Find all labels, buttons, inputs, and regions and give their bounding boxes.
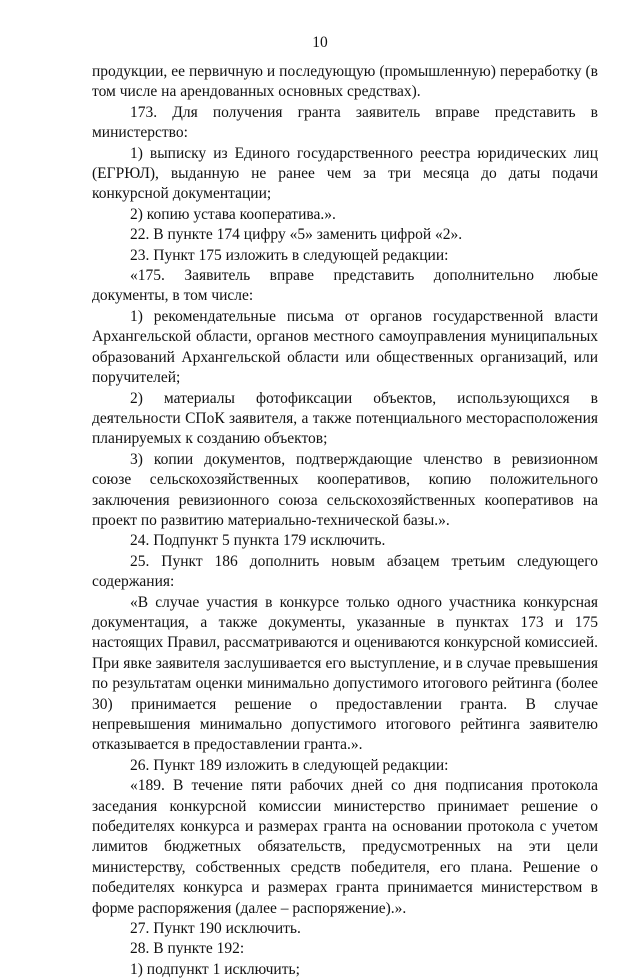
paragraph-8: 1) рекомендательные письма от органов государственной власти Архангельской области, органов местного самоуправления муниципальных образований Архангельской области или общественных организаций, или поручителей; — [92, 307, 598, 387]
paragraph-9: 2) материалы фотофиксации объектов, использующихся в деятельности СПоК заявителя, а также потенциального месторасположения планируемых к созданию объектов; — [92, 389, 598, 448]
paragraph-1: продукции, ее первичную и последующую (промышленную) переработку (в том числе на арендованных основных средствах). — [92, 63, 598, 101]
paragraph-10: 3) копии документов, подтверждающие членство в ревизионном союзе сельскохозяйственных кооперативов, копию положительного заключения ревизионного союза сельскохозяйственных кооперативов на проект по развитию материально-технической базы.». — [92, 450, 598, 529]
paragraph-16: 27. Пункт 190 исключить. — [130, 920, 301, 938]
document-body — [92, 62, 598, 980]
paragraph-3: 1) выписку из Единого государственного реестра юридических лиц (ЕГРЮЛ), выданную не ранее чем за три месяца до даты подачи конкурсной документации; — [92, 144, 598, 203]
paragraph-7: «175. Заявитель вправе представить дополнительно любые документы, в том числе: — [92, 267, 598, 305]
paragraph-15: «189. В течение пяти рабочих дней со дня подписания протокола заседания конкурсной комиссии министерство принимает решение о победителях конкурса и размерах гранта на основании протокола с учетом лимитов бюджетных обязательств, предусмотренных на эти цели министерству, собственных средств победителя, его плана. Решение о победителях конкурса и размерах гранта принимается министерством в форме распоряжения (далее – распоряжение).». — [92, 777, 598, 917]
paragraph-4: 2) копию устава кооператива.». — [130, 205, 336, 223]
paragraph-12: 25. Пункт 186 дополнить новым абзацем третьим следующего содержания: — [92, 552, 598, 591]
page-number: 10 — [312, 34, 328, 51]
paragraph-6: 23. Пункт 175 изложить в следующей редакции: — [130, 246, 449, 264]
paragraph-14: 26. Пункт 189 изложить в следующей редакции: — [130, 756, 449, 774]
paragraph-11: 24. Подпункт 5 пункта 179 исключить. — [130, 532, 386, 550]
paragraph-18: 1) подпункт 1 исключить; — [130, 960, 300, 978]
paragraph-2: 173. Для получения гранта заявитель вправе представить в министерство: — [92, 103, 598, 142]
paragraph-13: «В случае участия в конкурсе только одного участника конкурсная документация, а также документы, указанные в пунктах 173 и 175 настоящих Правил, рассматриваются и оцениваются конкурсной комиссией. При явке заявителя заслушивается его выступление, и в случае превышения по результатам оценки минимально допустимого итогового рейтинга (более 30) принимается решение о предоставлении гранта. В случае непревышения минимально допустимого итогового рейтинга заявителю отказывается в предоставлении гранта.». — [92, 593, 598, 754]
paragraph-5: 22. В пункте 174 цифру «5» заменить цифрой «2». — [130, 226, 463, 244]
paragraph-17: 28. В пункте 192: — [130, 940, 245, 958]
